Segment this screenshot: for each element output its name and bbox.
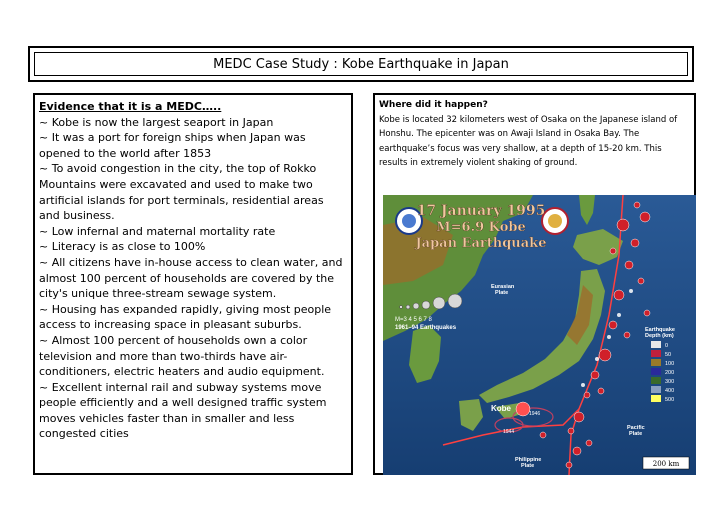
depth-swatch (651, 359, 661, 366)
depth-value-label: 50 (665, 352, 672, 358)
philippine-plate-label: Philippine Plate (515, 457, 542, 469)
depth-swatch (651, 350, 661, 357)
earthquake-map (383, 195, 696, 475)
depth-swatch (651, 386, 661, 393)
where-heading: Where did it happen? (379, 100, 488, 110)
depth-value-label: 400 (665, 388, 675, 394)
depth-swatch (651, 395, 661, 402)
depth-value-label: 200 (665, 370, 675, 376)
year-1946-label: 1946 (529, 411, 541, 417)
page-title: MEDC Case Study : Kobe Earthquake in Japan (213, 56, 509, 72)
depth-value-label: 300 (665, 379, 675, 385)
depth-legend-title: Earthquake Depth (km) (645, 327, 675, 339)
map-title-name: Japan Earthquake (415, 236, 547, 251)
map-title-date: 17 January 1995 (416, 203, 546, 219)
map-svg (383, 195, 696, 475)
magnitude-scale-label: M=3 4 5 6 7 8 (395, 317, 432, 323)
depth-value-label: 0 (665, 343, 669, 349)
title-bar (28, 46, 694, 82)
evidence-text: ~ Kobe is now the largest seaport in Japan ~ It was a port for foreign ships when Japan was opened to the world after 1853 ~ To avoid congestion in the city, the top of Rokko Mountains were excavated and used to make two artificial islands for port terminals, residential areas and business. ~ Low infernal and maternal mortality rate ~ Literacy is as close to 100% ~ All citizens have in-house access to clean water, and almost 100 percent of households are covered by the city's unique three-stream sewage system. ~ Housing has expanded rapidly, giving most people access to increasing space in pleasant suburbs. ~ Almost 100 percent of households own a color television and more than two-thirds have air-conditioners, electric heaters and audio equipment. ~ Excellent internal rail and subway systems move people efficiently and a well designed traffic system moves vehicles faster than in smaller and less congested cities (39, 115, 343, 441)
depth-swatch (651, 368, 661, 375)
evidence-panel (33, 93, 353, 475)
seal-right-center (548, 214, 562, 228)
depth-value-label: 100 (665, 361, 675, 367)
depth-value-label: 500 (665, 397, 675, 403)
period-label: 1961–94 Earthquakes (395, 325, 457, 331)
evidence-heading: Evidence that it is a MEDC….. (39, 100, 222, 113)
kobe-label: Kobe (491, 404, 511, 413)
year-1944-label: 1944 (503, 429, 515, 435)
where-text: Kobe is located 32 kilometers west of Osaka on the Japanese island of Honshu. The epicenter was on Awaji Island in Osaka Bay. The earthquake’s focus was very shallow, at a depth of 15-20 km. This results in extremely violent shaking of ground. (379, 114, 678, 168)
depth-swatch (651, 377, 661, 384)
seal-left-center (402, 214, 416, 228)
depth-swatch (651, 341, 661, 348)
map-title-magnitude: M=6.9 Kobe (436, 220, 526, 235)
scale-bar-label: 200 km (652, 460, 680, 468)
eurasian-plate-label: Eurasian Plate (491, 284, 515, 296)
pacific-plate-label: Pacific Plate (627, 425, 645, 437)
